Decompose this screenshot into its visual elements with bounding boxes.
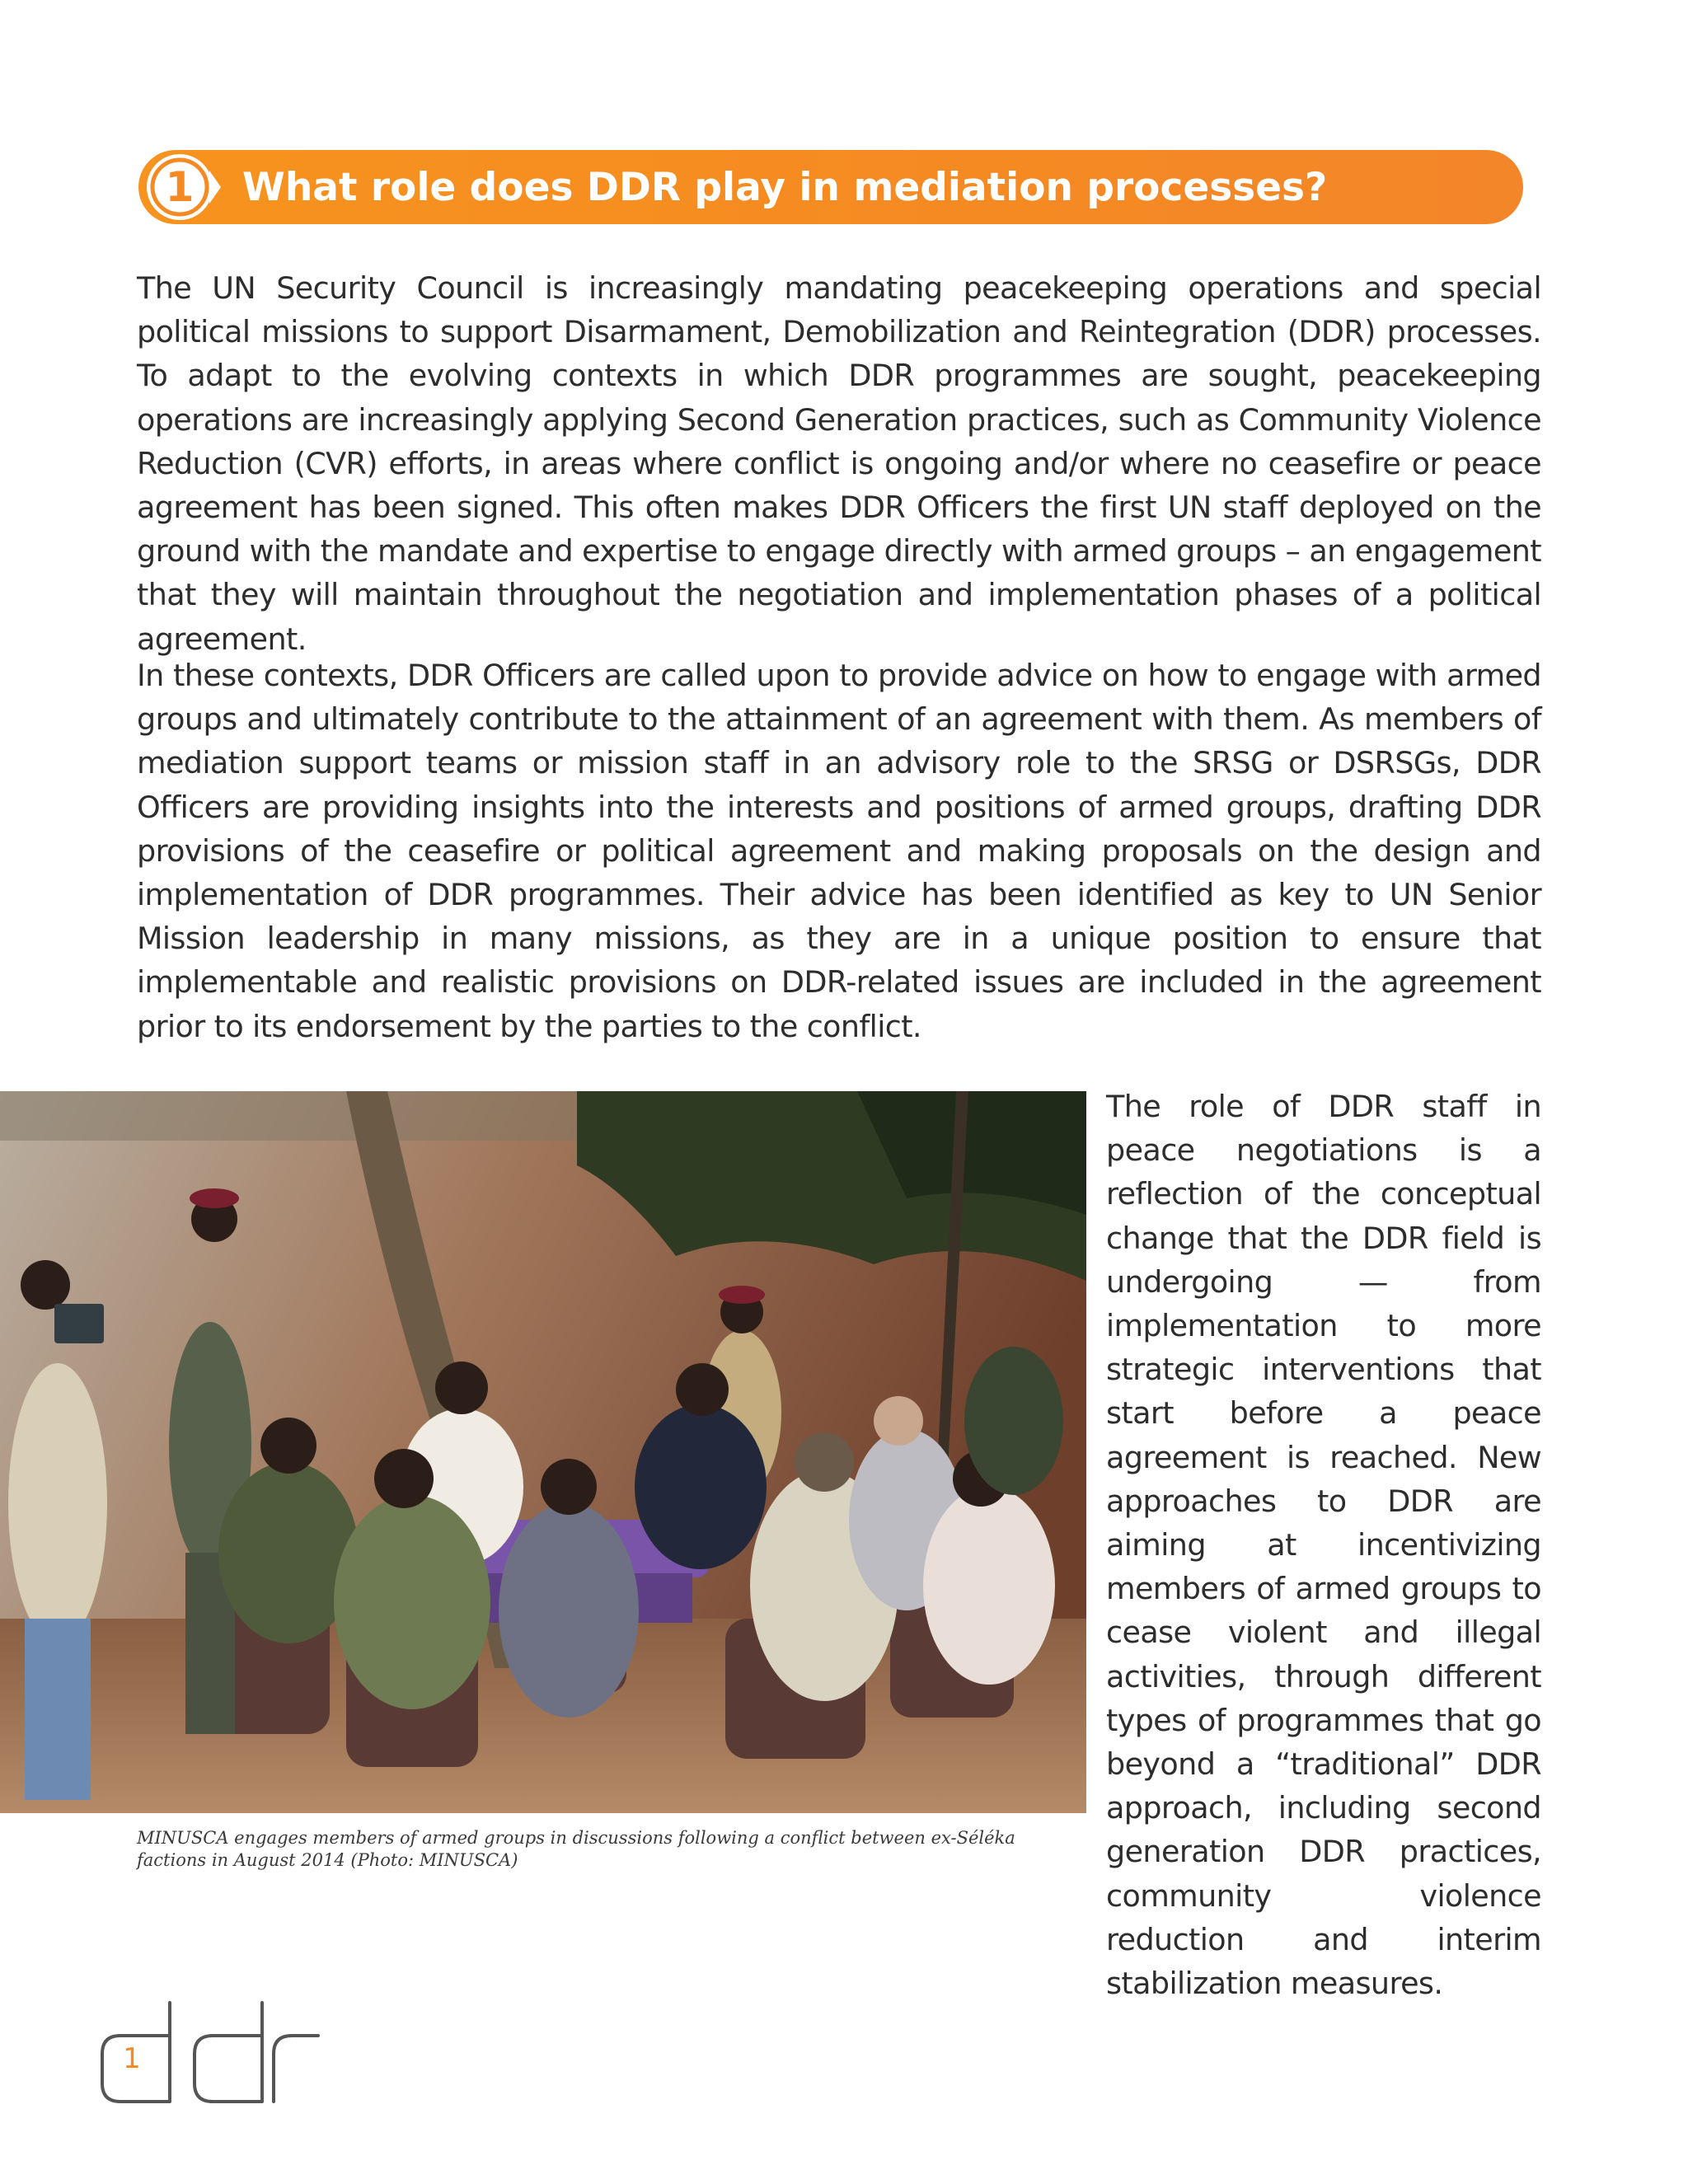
body-paragraph-2: In these contexts, DDR Officers are called upon to provide advice on how to engage with armed groups and ultimately contribute to the attainment of an agreement with them. As members of mediation support teams or mission staff in an advisory role to the SRSG or DSRSGs, DDR Officers are providing insights into the interests and positions of armed groups, drafting DDR provisions of the ceasefire or political agreement and making proposals on the design and implementation of DDR programmes. Their advice has been identified as key to UN Senior Mission leadership in many missions, as they are in a unique position to ensure that implementable and realistic provisions on DDR-related issues are included in the agreement prior to its endorsement by the parties to the conflict. [137,658,1541,1044]
body-paragraph-3: The role of DDR staff in peace negotiations is a reflection of the conceptual change that the DDR field is undergoing — from implementation to more strategic interventions that start before a peace agreement is reached. New approaches to DDR are aiming at incentivizing members of armed groups to cease violent and illegal activities, through different types of programmes that go beyond a “traditional” DDR approach, including second generation DDR practices, community violence reduction and interim stabilization measures. [1106,1089,1541,2002]
photo-caption: MINUSCA engages members of armed groups in discussions following a conflict between ex-Séléka factions in August 2014 (Photo: MINUSCA) [137,1828,1015,1870]
section-number: 1 [165,163,195,211]
meeting-photo-illustration [0,1091,1086,1813]
page-number: 1 [123,2042,141,2075]
meeting-photo [0,1091,1086,1813]
section-title: What role does DDR play in mediation processes? [242,165,1328,210]
body-paragraph-1: The UN Security Council is increasingly mandating peacekeeping operations and special political missions to support Disarmament, Demobilization and Reintegration (DDR) processes. To adapt to the evolving contexts in which DDR programmes are sought, peacekeeping operations are increasingly applying Second Generation practices, such as Community Violence Reduction (CVR) efforts, in areas where conflict is ongoing and/or where no ceasefire or peace agreement has been signed. This often makes DDR Officers the first UN staff deployed on the ground with the mandate and expertise to engage directly with armed groups – an engagement that they will maintain throughout the negotiation and implementation phases of a political agreement. [137,270,1541,657]
